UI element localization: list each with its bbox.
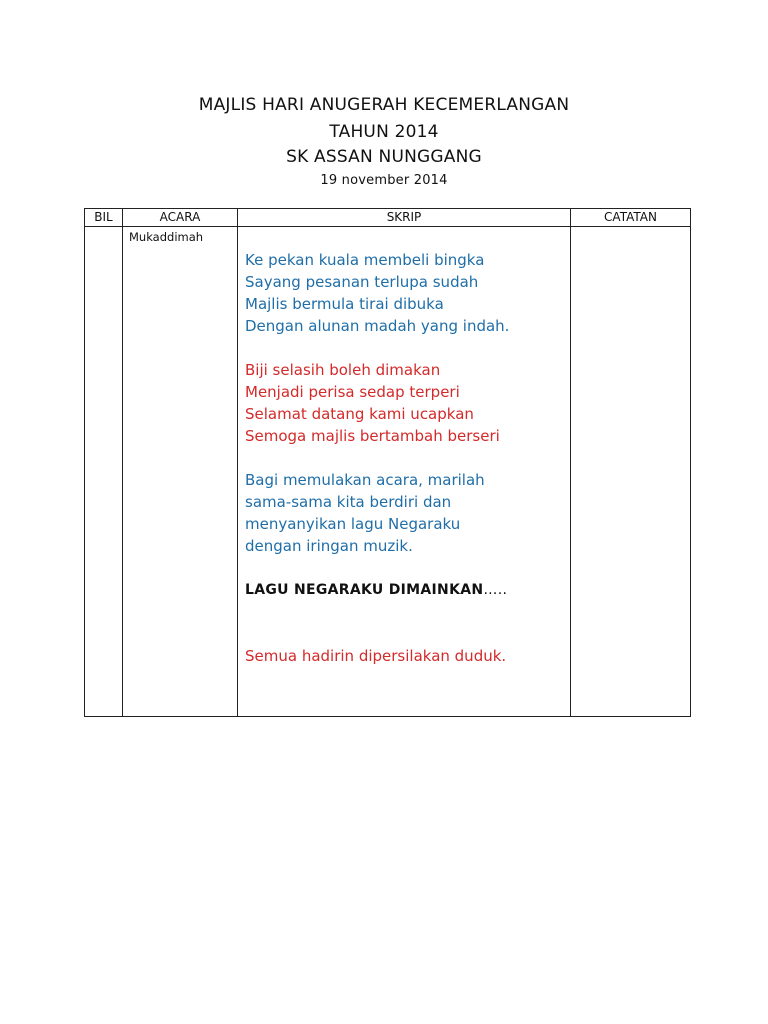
script-line: Menjadi perisa sedap terperi [245,383,460,401]
anthem-invitation [245,469,570,557]
script-line: Semoga majlis bertambah berseri [245,427,500,445]
column-header-bil: BIL [85,209,123,227]
script-line: Bagi memulakan acara, marilah [245,471,485,489]
column-header-catatan: CATATAN [571,209,691,227]
anthem-played-text: LAGU NEGARAKU DIMAINKAN [245,582,484,598]
script-line: Selamat datang kami ucapkan [245,405,474,423]
script-line: sama-sama kita berdiri dan [245,493,452,511]
script-line: dengan iringan muzik. [245,537,413,555]
script-line: Sayang pesanan terlupa sudah [245,273,479,291]
script-text [238,227,570,667]
script-line: Dengan alunan madah yang indah. [245,317,510,335]
acara-cell [123,227,238,717]
school-name: SK ASSAN NUNGGANG [286,147,482,167]
script-line: Majlis bermula tirai dibuka [245,295,444,313]
script-line: Biji selasih boleh dimakan [245,361,441,379]
table-row [85,227,691,717]
column-header-acara: ACARA [123,209,238,227]
document-year: TAHUN 2014 [329,122,439,142]
script-line: Ke pekan kuala membeli bingka [245,251,485,269]
anthem-played-note [245,579,570,601]
pantun-opening [245,249,570,337]
script-line: menyanyikan lagu Negaraku [245,515,461,533]
bil-cell [85,227,123,717]
table-header-row [85,209,691,227]
document-title: MAJLIS HARI ANUGERAH KECEMERLANGAN [198,95,570,115]
event-date: 19 november 2014 [320,173,448,188]
acara-label: Mukaddimah [129,230,204,244]
closing-instruction [245,645,570,667]
program-table [84,208,691,717]
skrip-cell [238,227,571,717]
anthem-played-dots: ….. [483,582,508,598]
pantun-welcome [245,359,570,447]
column-header-skrip: SKRIP [238,209,571,227]
script-line: Semua hadirin dipersilakan duduk. [245,647,507,665]
catatan-cell [571,227,691,717]
